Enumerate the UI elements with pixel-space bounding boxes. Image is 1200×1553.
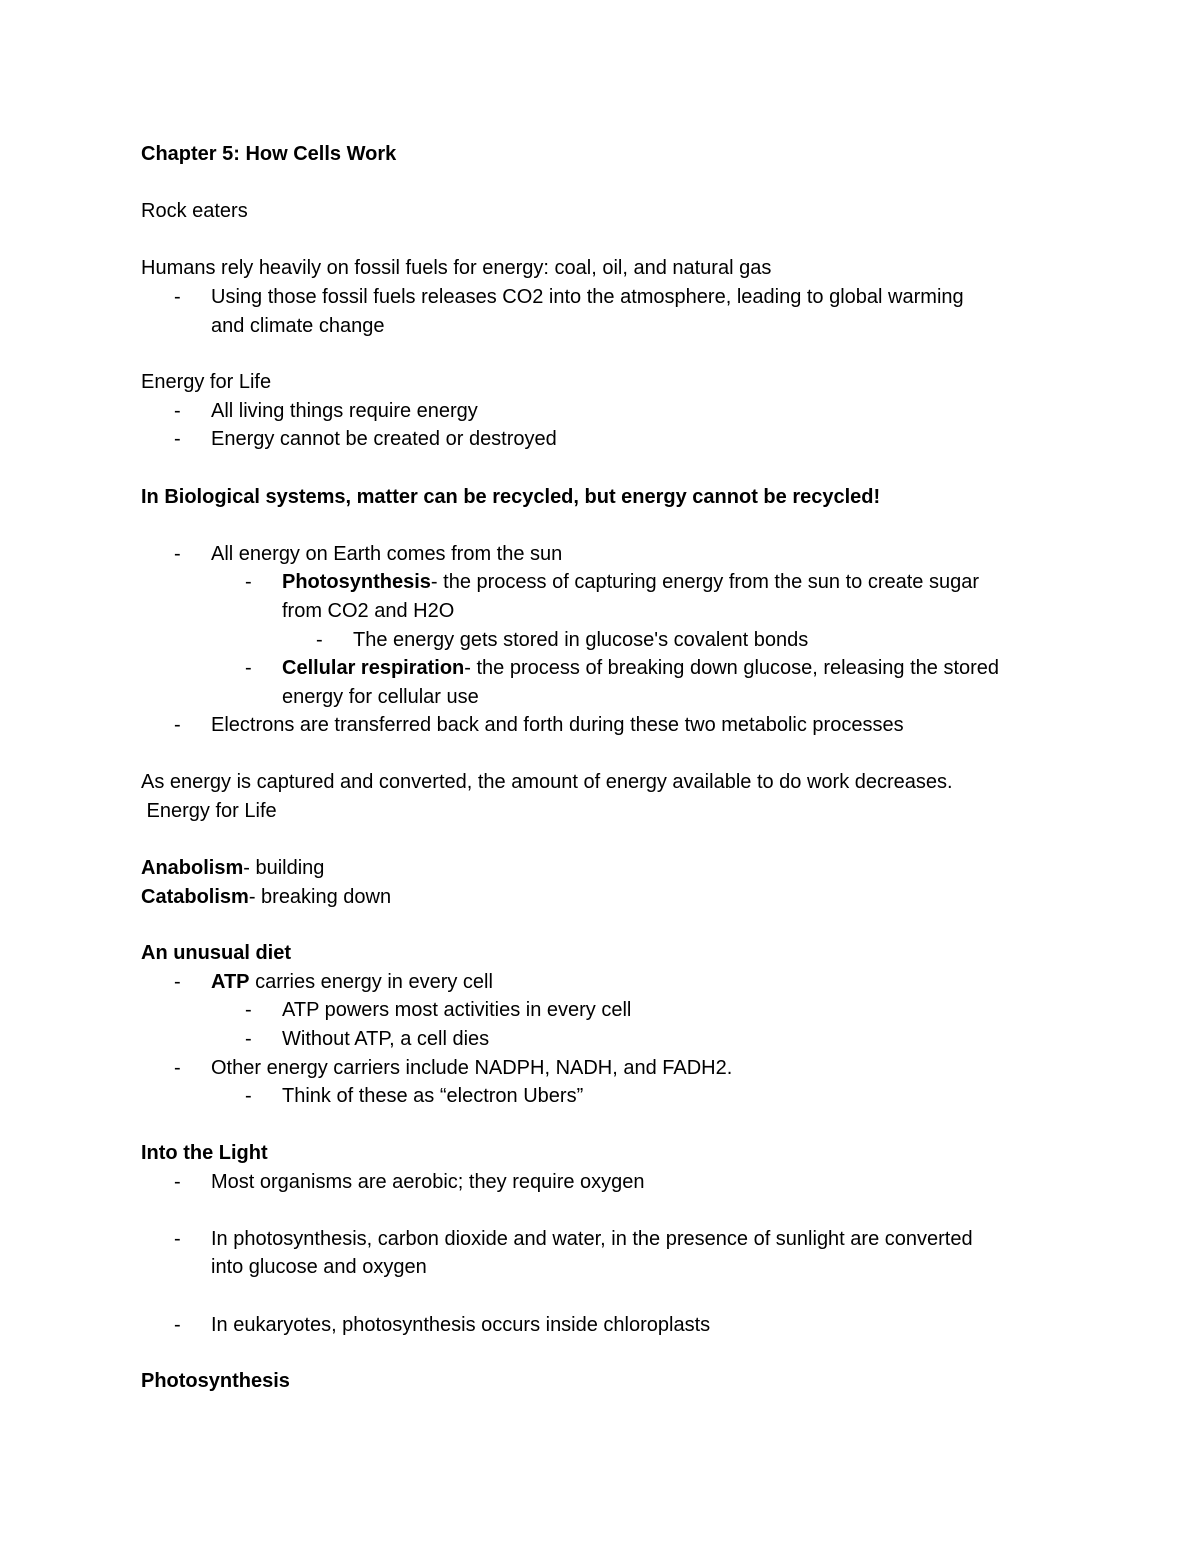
bullet-dash: - [174, 400, 181, 422]
bullet-dash: - [174, 1228, 181, 1250]
anabolism-line [141, 856, 324, 880]
bullet-dash: - [174, 971, 181, 993]
light-bullet-1: Most organisms are aerobic; they require oxygen [211, 1171, 645, 1193]
fossil-bullet-line2: and climate change [211, 315, 385, 337]
atp-sub-bullet-1: ATP powers most activities in every cell [282, 999, 632, 1021]
bullet-dash: - [174, 714, 181, 736]
bullet-dash: - [174, 428, 181, 450]
bullet-dash: - [245, 1085, 252, 1107]
catabolism-term: Catabolism [141, 886, 249, 908]
catabolism-line [141, 885, 391, 909]
fossil-bullet-line1: Using those fossil fuels releases CO2 into the atmosphere, leading to global warming [211, 286, 964, 308]
respiration-term: Cellular respiration [282, 657, 465, 679]
electrons-bullet: Electrons are transferred back and forth during these two metabolic processes [211, 714, 904, 736]
atp-sub-bullet-2: Without ATP, a cell dies [282, 1028, 490, 1050]
section-photosynthesis: Photosynthesis [141, 1370, 290, 1392]
photosynthesis-bullet [282, 570, 979, 594]
respiration-definition-cont: energy for cellular use [282, 686, 479, 708]
fossil-intro: Humans rely heavily on fossil fuels for energy: coal, oil, and natural gas [141, 257, 772, 279]
energy-for-life-repeat: Energy for Life [141, 800, 277, 822]
light-bullet-2-line2: into glucose and oxygen [211, 1256, 427, 1278]
bullet-dash: - [174, 1057, 181, 1079]
chapter-title: Chapter 5: How Cells Work [141, 143, 397, 165]
efl-bullet-1: All living things require energy [211, 400, 478, 422]
photosynthesis-term: Photosynthesis [282, 571, 431, 593]
section-rock-eaters: Rock eaters [141, 200, 248, 222]
bullet-dash: - [245, 571, 252, 593]
energy-captured-line: As energy is captured and converted, the amount of energy available to do work decreases. [141, 771, 953, 793]
atp-bullet [211, 970, 493, 994]
photosynthesis-sub-bullet: The energy gets stored in glucose's covalent bonds [353, 629, 809, 651]
respiration-bullet [282, 656, 999, 680]
atp-definition: carries energy in every cell [249, 971, 493, 993]
carriers-bullet: Other energy carriers include NADPH, NADH, and FADH2. [211, 1057, 733, 1079]
photosynthesis-definition-cont: from CO2 and H2O [282, 600, 455, 622]
section-unusual-diet: An unusual diet [141, 942, 291, 964]
catabolism-definition: - breaking down [248, 886, 392, 908]
light-bullet-3: In eukaryotes, photosynthesis occurs inside chloroplasts [211, 1314, 711, 1336]
section-energy-for-life: Energy for Life [141, 371, 272, 393]
bullet-dash: - [174, 1171, 181, 1193]
respiration-definition: - the process of breaking down glucose, releasing the stored [464, 657, 1000, 679]
bullet-dash: - [174, 1314, 181, 1336]
bullet-dash: - [174, 286, 181, 308]
bullet-dash: - [245, 657, 252, 679]
bullet-dash: - [316, 629, 323, 651]
anabolism-definition: - building [243, 857, 325, 879]
anabolism-term: Anabolism [141, 857, 244, 879]
bullet-dash: - [245, 1028, 252, 1050]
atp-term: ATP [211, 971, 250, 993]
section-into-the-light: Into the Light [141, 1142, 268, 1164]
light-bullet-2-line1: In photosynthesis, carbon dioxide and water, in the presence of sunlight are converted [211, 1228, 973, 1250]
carriers-sub-bullet: Think of these as “electron Ubers” [282, 1085, 584, 1107]
efl-bullet-2: Energy cannot be created or destroyed [211, 428, 557, 450]
bio-systems-statement: In Biological systems, matter can be recycled, but energy cannot be recycled! [141, 486, 881, 508]
photosynthesis-definition: - the process of capturing energy from the sun to create sugar [430, 571, 979, 593]
sun-bullet: All energy on Earth comes from the sun [211, 543, 563, 565]
bullet-dash: - [174, 543, 181, 565]
bullet-dash: - [245, 999, 252, 1021]
